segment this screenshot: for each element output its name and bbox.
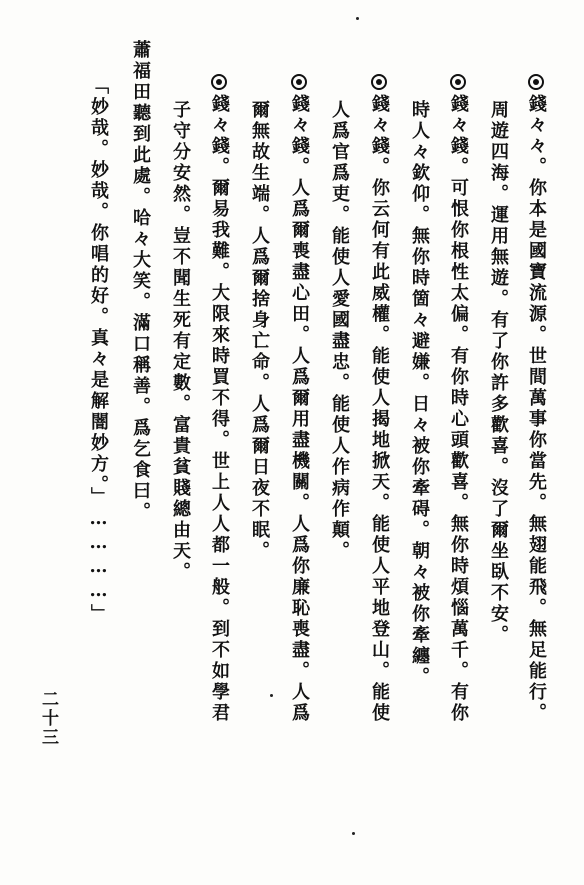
text-column [486,100,510,646]
text-column [524,74,548,724]
print-speck [352,832,355,835]
column-text: 錢々錢。可恨你根性太偏。有你時心頭歡喜。無你時煩惱萬千。有你 [448,94,469,724]
column-text: 錢々錢。你云何有此威權。能使人揭地掀天。能使人平地登山。能使 [369,94,390,724]
column-text: 爾無故生端。人爲爾捨身亡命。人爲爾日夜不眠。 [249,100,270,562]
text-column [168,100,192,583]
text-column [446,74,470,724]
print-speck [270,694,273,697]
text-column [207,74,231,724]
circle-bullet-icon [528,74,544,90]
text-column [128,40,152,523]
column-text: 時人々欽仰。無你時箇々避嫌。日々被你牽碍。朝々被你牽纏。 [409,100,430,688]
page-number: 二十三 [38,690,58,747]
column-text: 錢々錢。人爲爾喪盡心田。人爲爾用盡機關。人爲你廉恥喪盡。人爲 [289,94,310,724]
column-text: 錢々々。你本是國寶流源。世間萬事你當先。無翅能飛。無足能行。 [526,94,547,724]
column-text: 人爲官爲吏。能使人愛國盡忠。能使人作病作顛。 [329,100,350,562]
circle-bullet-icon [450,74,466,90]
column-text: 「妙哉。妙哉。你唱的好。真々是解闇妙方。」…………」 [88,76,109,625]
circle-bullet-icon [211,74,227,90]
text-column [287,74,311,724]
circle-bullet-icon [291,74,307,90]
text-column [407,100,431,688]
text-column [367,74,391,724]
column-text: 周遊四海。運用無遊。有了你許多歡喜。沒了爾坐臥不安。 [488,100,509,646]
text-column [327,100,351,562]
column-text: 錢々錢。爾易我難。大限來時買不得。世上人人都一般。到不如學君 [209,94,230,724]
column-text: 子守分安然。豈不聞生死有定數。富貴貧賤總由天。 [170,100,191,583]
text-column [86,76,110,625]
circle-bullet-icon [371,74,387,90]
text-column [247,100,271,562]
column-text: 蕭福田聽到此處。哈々大笑。滿口稱善。爲乞食曰。 [130,40,151,523]
print-speck [356,17,359,20]
